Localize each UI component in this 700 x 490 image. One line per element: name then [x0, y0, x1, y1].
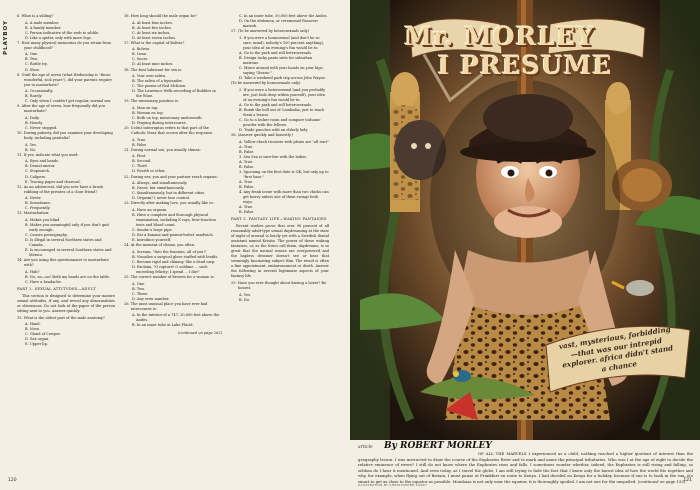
answer-option: C. Sucre. [132, 57, 149, 62]
section-intro: This section is designed to determine your mature sexual attitudes, if any, and reveal any abnormalities or obsessions. Do not look at the paper of the person sitting next to you. Answer quickly. [17, 293, 115, 314]
answer-option: A. At least four inches. [132, 20, 173, 25]
answer-option: D. Fourth or other. [132, 169, 166, 174]
answer-option: A. Makes you blind. [25, 217, 61, 222]
answer-option: 2. If you were a heterosexual (and you probably are, just look deep within yourself), your idea of an evening's fun would be to: [239, 87, 326, 102]
answer-option: B. At least five inches. [132, 25, 172, 30]
question: 19. The missionary position is: [124, 99, 179, 104]
answer-option: A. Huh? [25, 269, 40, 274]
answer-option: 3. Sea Sea is sure-fire with the ladies. [239, 154, 308, 159]
question: 15. What is the oldest part of the male anatomy? [17, 315, 105, 320]
question: 9. After the age of seven, how frequently did you masturbate? [17, 104, 105, 114]
question: 27. (To be answered by heterosexuals only) [231, 29, 310, 34]
question-list-2 [124, 14, 222, 328]
answer-option: A. Have an orgasm. [132, 207, 168, 212]
question: 14. Are you using this questionnaire to masturbate with? [17, 258, 109, 268]
answer-option: D. On the abdomen, or ceremonial Passover matzoh. [239, 19, 319, 29]
answer-option: D. Sex organ. [25, 337, 50, 342]
question: 26. The most unusual place you have ever had intercourse is: [124, 301, 208, 311]
answer-option: A. Yes. [239, 292, 251, 297]
answer-option: C. Become rigid and clammy, like a dead carp. [132, 259, 216, 264]
answer-option: D. Take a weekend park trip across John Wayne. [239, 75, 326, 80]
answer-option: D. Any even number. [132, 296, 170, 301]
answer-option: D. At least nine inches. [132, 62, 174, 67]
running-head: PLAYBOY [3, 20, 9, 55]
answer-option: A. Never. [25, 196, 42, 201]
answer-option: B. Rarely. [25, 94, 43, 99]
continued-note: (continued on page 262) [178, 331, 222, 336]
question: 25. The correct number of breasts for a woman is: [124, 274, 215, 279]
answer-option: C. Rattle try. [25, 62, 48, 67]
question: 21. During normal sex, you usually climax: [124, 147, 201, 152]
question-list-1b [17, 316, 115, 348]
answer-option: B. False. [239, 184, 255, 189]
answer-option: A. In the interior of a 747, 30,000 feet above the Andes. [132, 313, 220, 323]
answer-option: A. True. [239, 144, 254, 149]
article-label: article [358, 445, 373, 450]
answer-option: A. True. [239, 179, 254, 184]
answer-option: B. No. [239, 297, 251, 302]
answer-option: D. Shoe. [25, 67, 41, 72]
answer-option: D. Is illegal in several Northern states and Canada. [25, 238, 102, 248]
answer-option: A. Scream, "Into the fountain, all of you!" [132, 249, 207, 254]
answer-option: A. True. [239, 159, 254, 164]
question: 18. The best lubricant for sex is: [124, 67, 183, 72]
answer-option: C. Person indicative of the verb to sibble. [25, 30, 100, 35]
answer-option: A. Bolivia. [132, 47, 151, 52]
answer-option: B. Nose. [25, 327, 41, 332]
answer-option: B. Bomb the hell out of Cambodia, just to teach them a lesson. [239, 107, 325, 117]
question: 29. Have you ever thought about kissing a horse? Be honest. [231, 280, 327, 290]
questionnaire-column-2 [124, 14, 222, 336]
answer-option: C. Simultaneously, but in different cities. [132, 191, 206, 196]
answer-option: C. Have a headache. [25, 279, 62, 284]
answer-option: E. Upper lip. [25, 342, 48, 347]
answer-option: B. Two. [25, 57, 39, 62]
answer-option: E. Is encouraged in several Southern states and Mexico. [25, 248, 112, 258]
answer-option: A. First. [132, 154, 147, 159]
answer-option: B. False. [239, 209, 255, 214]
answer-option: C. The poems of Rod McKuen. [132, 84, 187, 89]
question: 24. At the moment of climax, you often: [124, 243, 196, 248]
answer-option: C. Smoke a large pipe. [132, 228, 173, 232]
answer-option: B. Makes you meaningful only if you don't quit early enough. [25, 222, 109, 232]
answer-option: B. No, no—no! Both my hands are on the table. [25, 274, 110, 279]
title-left: Mr. MORLEY [404, 22, 595, 51]
question: 13. Masturbation: [17, 211, 50, 216]
article-continued: (continued on page 150) [637, 478, 686, 484]
answer-option: D. Calipers. [25, 174, 47, 179]
question: 12. As an adolescent, did you ever have a brush rubbing of the privates of a close friend? [17, 184, 104, 194]
answer-option: A. True. [239, 204, 254, 209]
question-list-3 [231, 14, 329, 215]
answer-option: B. Never, but simultaneously. [132, 186, 185, 191]
answer-option: A. Daily. [25, 115, 40, 120]
answer-option: B. False. [239, 149, 255, 154]
answer-option: A. Go to the park and roll heterosexuals. [239, 50, 313, 55]
answer-option: D. Exclaim, "O rapture! O sublime ... such exceeding felicity; I spend ... I die!" [132, 264, 208, 274]
answer-option: C. At least six inches. [132, 30, 171, 35]
answer-option: A. Go to the park and roll heterosexuals. [239, 102, 313, 107]
article-subtitle: vast, mysterious, forbidding—that was our intrepid explorer. africa didn't stand a chance [558, 324, 674, 374]
answer-option: A. Your own saliva. [132, 74, 167, 79]
answer-option: B. No. [25, 147, 37, 152]
page-number-left: 120 [8, 478, 17, 483]
answer-option: C. Stopwatch. [25, 169, 51, 174]
answer-option: B. A family member. [25, 25, 62, 30]
answer-option: D. Like a spider, only with more legs. [25, 35, 92, 40]
article-text: I experienced as a child, nothing reached a higher quotient of interest than the geography lesson. I was instructed to draw the course of the Euphrates River and to mark and name the principal tributaries. Who was I at the age of eight to decide the relative eminence of rivers? I still do not know where the Euphrates rises and falls. I sometimes wonder whether, indeed, the Euphrates is still rising and falling, so seldom do I hear it mentioned. And even today, as I travel the globe, I am still trying to fade the fact that I know only the barest idea of how the world fits together and why, for example, when flying out of Britain, I must pause at Frankfurt en route to Kenya. I had decided on Kenya for a holiday, because if one is to bask in the sun, it's smart to get as close to the equator as possible. Mombasa is not only near the equator, it is thoroughly spoiled. I am not one for the unspoiled. [358, 451, 693, 484]
question: 8. Until the age of seven (what Wednesday is "those wonderful, sick years"), did your parents require you to masturbate? [17, 72, 112, 87]
article-title [350, 22, 700, 80]
answer-option: A. One. [25, 52, 39, 57]
answer-option: A. Man on top. [132, 105, 159, 110]
questionnaire-column-1 [17, 14, 115, 347]
answer-option: C. Never stopped. [25, 126, 58, 131]
answer-option: B. The saliva of a bystander. [132, 79, 183, 84]
question: 16. How long should the male organ be? [124, 14, 197, 18]
answer-option: B. In an inner tube at Lake Placid. [132, 323, 194, 328]
title-right: I PRESUME [437, 51, 613, 80]
question: 23. Directly after making love, you usually like to: [124, 201, 214, 206]
answer-option: B. False. [239, 164, 255, 169]
answer-option: D. Trade punches with an elderly lady. [239, 127, 309, 132]
answer-option: B. Woman on top. [132, 110, 164, 115]
answer-option: A. Always, and simultaneously. [132, 181, 188, 186]
question: 11. If yes, indicate what you used: [17, 152, 79, 157]
question: (To be answered by homosexuals only) [231, 81, 301, 85]
answer-option: D. Eat a banana-and-peanut-butter sandwich. [132, 233, 214, 238]
answer-option: A. Eyes and hands. [25, 159, 60, 164]
answer-option: A. Yes. [25, 142, 37, 147]
answer-option: A. True. [132, 137, 147, 142]
section-title: PART 2. SEXUAL ATTITUDES—ADULT [17, 286, 96, 291]
answer-option: 3. Spooning on the first date is OK, but only up to "first base." [239, 169, 329, 179]
answer-option: 1. If you were a homosexual (and don't be so sure, mind), nobody's 100 percent anything), your idea of an evening's fun would be to: [239, 35, 325, 50]
answer-option: A. Yellow-check trousers with pleats are "all rent" [239, 139, 329, 144]
question-list-1 [17, 14, 115, 285]
question: 22. During sex, you and your partner reach orgasm: [124, 174, 218, 179]
byline: By ROBERT MORLEY [384, 441, 492, 451]
questionnaire-column-3 [231, 14, 329, 303]
answer-option: C. Both on top, missionary underneath. [132, 115, 203, 120]
question: 7. How many physical mementos do you retain from your childhood? [17, 40, 111, 50]
section-title-fantasy: PART 3. FANTASY LIFE—WAKING FANTASIES [231, 217, 327, 221]
answer-option: A. One. [132, 281, 146, 286]
answer-option: A. A male member. [25, 20, 59, 25]
answer-option: E. Introduce yourself. [132, 238, 172, 243]
answer-option: B. Have a complete and thorough physical examination, including X rays, liver-function tests and blood count. [132, 212, 216, 227]
illustration-credit: ILLUSTRATION BY CHRISTOPHER CORKY [358, 483, 428, 487]
answer-option: C. Gland of Cowper. [25, 332, 61, 337]
question: 20. Coitus interruptus refers to that part of the Catholic Mass that occurs after the response. [124, 126, 214, 136]
answer-option: B. Dental mirror. [25, 164, 56, 169]
answer-option: C. Go to a locker room and compare toilsome powder with the fellows. [239, 117, 321, 127]
answer-option: C. Causes pornography. [25, 233, 68, 238]
answer-option: B. Second. [132, 159, 152, 164]
answer-option: E. Tracing paper and charcoal. [25, 179, 81, 184]
answer-option: B. False. [132, 142, 148, 147]
question: 6. What is a sibling? [17, 14, 54, 18]
answer-option: C. Mince around with your hands on your hips, saying "Dearie." [239, 65, 324, 75]
answer-option: D. The Lawrence Welk recording of Bubbles in the Wine. [132, 89, 216, 99]
answer-option: B. Sometimes. [25, 201, 51, 206]
answer-option: A. Occasionally. [25, 89, 54, 94]
right-page [350, 0, 700, 490]
answer-option: 4. Any freak scene with more than two chicks can get heavy unless one of them swings both ways. [239, 189, 329, 204]
answer-option: B. Hourly. [25, 121, 43, 125]
answer-option: A. Hand. [25, 322, 41, 327]
answer-option: C. Three. [132, 291, 149, 296]
article-opening: OF ALL THE MARVELS [478, 451, 527, 456]
question: 28. (Answer quickly and honestly.) [231, 132, 293, 137]
page-number-right: 121 [683, 478, 692, 483]
answer-option: B. Design tacky pants suits for suburban matrons. [239, 55, 313, 65]
answer-option: C. In an inner tube, 30,000 feet above the Andes. [239, 14, 328, 18]
question-list-3b [231, 281, 329, 303]
answer-option: B. Visualize a surgical glove stuffed with lentils. [132, 254, 219, 259]
answer-option: D. Orgasm? I never lose control. [132, 196, 191, 201]
article-body [358, 451, 693, 484]
question: 17. What is the capital of Bolivia? [124, 40, 185, 45]
answer-option: C. Third. [132, 164, 148, 169]
answer-option: B. Two. [132, 286, 146, 291]
answer-option: D. Praying during intercourse. [132, 121, 187, 125]
question: 10. During puberty, did you examine your developing body, including genitalia? [17, 131, 113, 141]
answer-option: B. Lima. [132, 52, 147, 57]
answer-option: C. Frequently. [25, 206, 51, 211]
fantasy-intro: Recent studies prove that over 98 percent of all reasonably adult-type sexual daydreaming at the state of night of arousal is lonely yet with a Swedish dental assistant named Kristin. The power of these waking fantasies, or, as the Swiss call them, daydreams, is so great that the normal senses are overpowered and the hapless dreamer doesn't see or hear that seemingly fascinating subject film. The result is often a fine appointment, embarrassment or death. Answer the following in several legitimate aspects of your fantasy life. [231, 224, 329, 279]
answer-option: C. Only when I couldn't get regular, normal sex. [25, 99, 112, 104]
answer-option: D. At least seven inches. [132, 35, 176, 40]
